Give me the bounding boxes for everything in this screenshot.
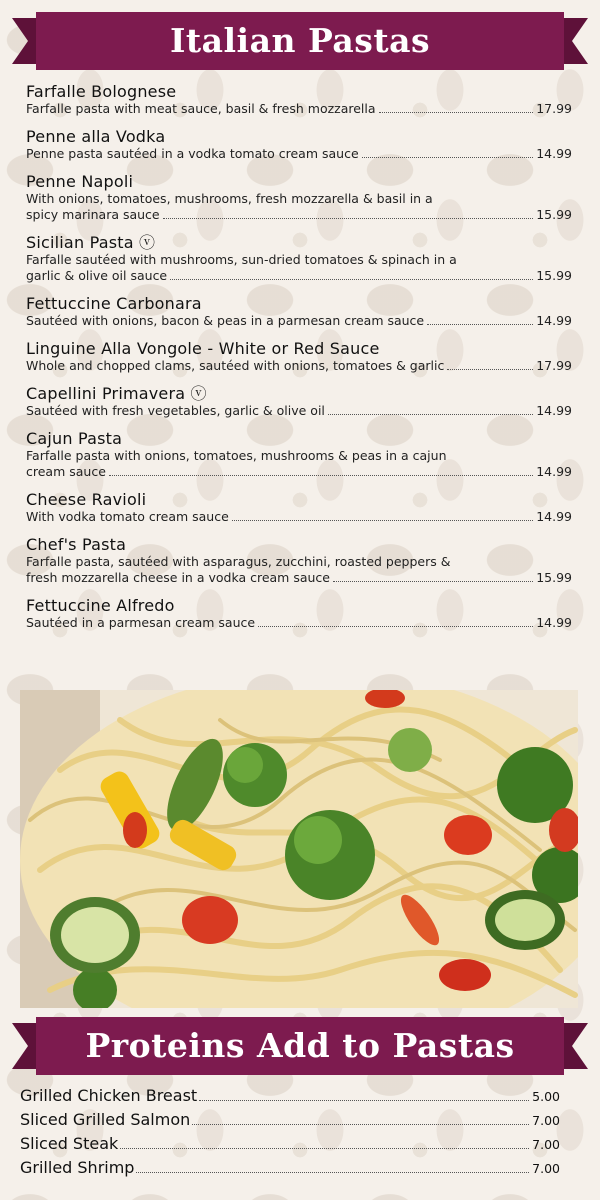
menu-item-name: Farfalle Bolognese [26, 82, 177, 101]
dot-leader [427, 323, 533, 325]
dot-leader [163, 217, 534, 219]
menu-item-description: Farfalle sautéed with mushrooms, sun-dried tomatoes & spinach in a [26, 252, 457, 267]
menu-item-price-line [26, 403, 572, 419]
menu-item [26, 490, 572, 525]
menu-item-price: 14.99 [536, 509, 572, 524]
menu-item-price: 14.99 [536, 615, 572, 630]
dot-leader [258, 625, 533, 627]
menu-item [26, 535, 572, 586]
protein-price: 5.00 [532, 1089, 560, 1104]
menu-item [26, 172, 572, 223]
protein-item [20, 1084, 560, 1108]
menu-item-price: 15.99 [536, 268, 572, 283]
menu-item-price-line [26, 358, 572, 374]
dot-leader [136, 1171, 529, 1173]
dot-leader [447, 368, 533, 370]
pastas-section-banner [12, 12, 588, 70]
menu-item-name: Penne Napoli [26, 172, 134, 191]
menu-item-description: garlic & olive oil sauce [26, 268, 168, 283]
protein-item [20, 1108, 560, 1132]
menu-item-price-line [26, 207, 572, 223]
dot-leader [170, 278, 533, 280]
menu-item-price: 17.99 [536, 101, 572, 116]
menu-item-description: Penne pasta sautéed in a vodka tomato cream sauce [26, 146, 359, 161]
menu-item-name: Chef's Pasta [26, 535, 127, 554]
menu-item-description: Whole and chopped clams, sautéed with onions, tomatoes & garlic [26, 358, 445, 373]
protein-price: 7.00 [532, 1137, 560, 1152]
menu-item-name: Fettuccine Alfredo [26, 596, 175, 615]
menu-item-price-line [26, 101, 572, 117]
protein-name: Sliced Grilled Salmon [20, 1110, 191, 1129]
protein-name: Sliced Steak [20, 1134, 119, 1153]
menu-item-price: 14.99 [536, 403, 572, 418]
menu-item-description: cream sauce [26, 464, 106, 479]
menu-item-price: 15.99 [536, 570, 572, 585]
menu-item [26, 596, 572, 631]
protein-price: 7.00 [532, 1113, 560, 1128]
menu-item [26, 384, 572, 419]
menu-item-description: Sautéed with onions, bacon & peas in a parmesan cream sauce [26, 313, 425, 328]
menu-item-description: Farfalle pasta, sautéed with asparagus, zucchini, roasted peppers & [26, 554, 451, 569]
menu-item-price-line [26, 509, 572, 525]
menu-item-price: 14.99 [536, 146, 572, 161]
menu-item-description: Sautéed in a parmesan cream sauce [26, 615, 256, 630]
menu-item-price-line [26, 268, 572, 284]
menu-item-price: 15.99 [536, 207, 572, 222]
menu-item-name: Capellini Primavera ⓥ [26, 384, 207, 403]
dot-leader [199, 1099, 529, 1101]
pastas-section-title: Italian Pastas [169, 21, 431, 60]
menu-item [26, 233, 572, 284]
dot-leader [379, 111, 534, 113]
dot-leader [192, 1123, 529, 1125]
menu-item-description: Sautéed with fresh vegetables, garlic & olive oil [26, 403, 325, 418]
menu-item-name: Cheese Ravioli [26, 490, 147, 509]
protein-name: Grilled Chicken Breast [20, 1086, 198, 1105]
proteins-section-banner [12, 1017, 588, 1075]
menu-item-price: 14.99 [536, 464, 572, 479]
dot-leader [328, 413, 533, 415]
menu-item-price: 17.99 [536, 358, 572, 373]
dot-leader [362, 156, 534, 158]
proteins-list [20, 1084, 560, 1180]
menu-item-price-line [26, 570, 572, 586]
menu-item-price: 14.99 [536, 313, 572, 328]
menu-item-description: With onions, tomatoes, mushrooms, fresh mozzarella & basil in a [26, 191, 433, 206]
menu-item-price-line [26, 146, 572, 162]
menu-item [26, 339, 572, 374]
menu-item [26, 82, 572, 117]
protein-price: 7.00 [532, 1161, 560, 1176]
dot-leader [120, 1147, 529, 1149]
protein-name: Grilled Shrimp [20, 1158, 135, 1177]
dot-leader [232, 519, 533, 521]
menu-item-name: Penne alla Vodka [26, 127, 166, 146]
menu-item [26, 294, 572, 329]
pasta-photo [20, 690, 578, 1008]
menu-item-price-line [26, 464, 572, 480]
menu-item-price-line [26, 615, 572, 631]
menu-item-name: Cajun Pasta [26, 429, 123, 448]
menu-item-name: Fettuccine Carbonara [26, 294, 202, 313]
pasta-menu-list [26, 82, 572, 641]
menu-item-description: With vodka tomato cream sauce [26, 509, 229, 524]
menu-item-name: Linguine Alla Vongole - White or Red Sauce [26, 339, 380, 358]
protein-item [20, 1132, 560, 1156]
menu-item-name: Sicilian Pasta ⓥ [26, 233, 156, 252]
protein-item [20, 1156, 560, 1180]
menu-item-description: Farfalle pasta with onions, tomatoes, mushrooms & peas in a cajun [26, 448, 447, 463]
menu-item-description: fresh mozzarella cheese in a vodka cream sauce [26, 570, 330, 585]
menu-item-price-line [26, 313, 572, 329]
proteins-section-title: Proteins Add to Pastas [85, 1026, 515, 1065]
menu-item [26, 127, 572, 162]
menu-item [26, 429, 572, 480]
dot-leader [109, 474, 533, 476]
dot-leader [333, 580, 533, 582]
menu-item-description: spicy marinara sauce [26, 207, 160, 222]
menu-item-description: Farfalle pasta with meat sauce, basil & fresh mozzarella [26, 101, 376, 116]
